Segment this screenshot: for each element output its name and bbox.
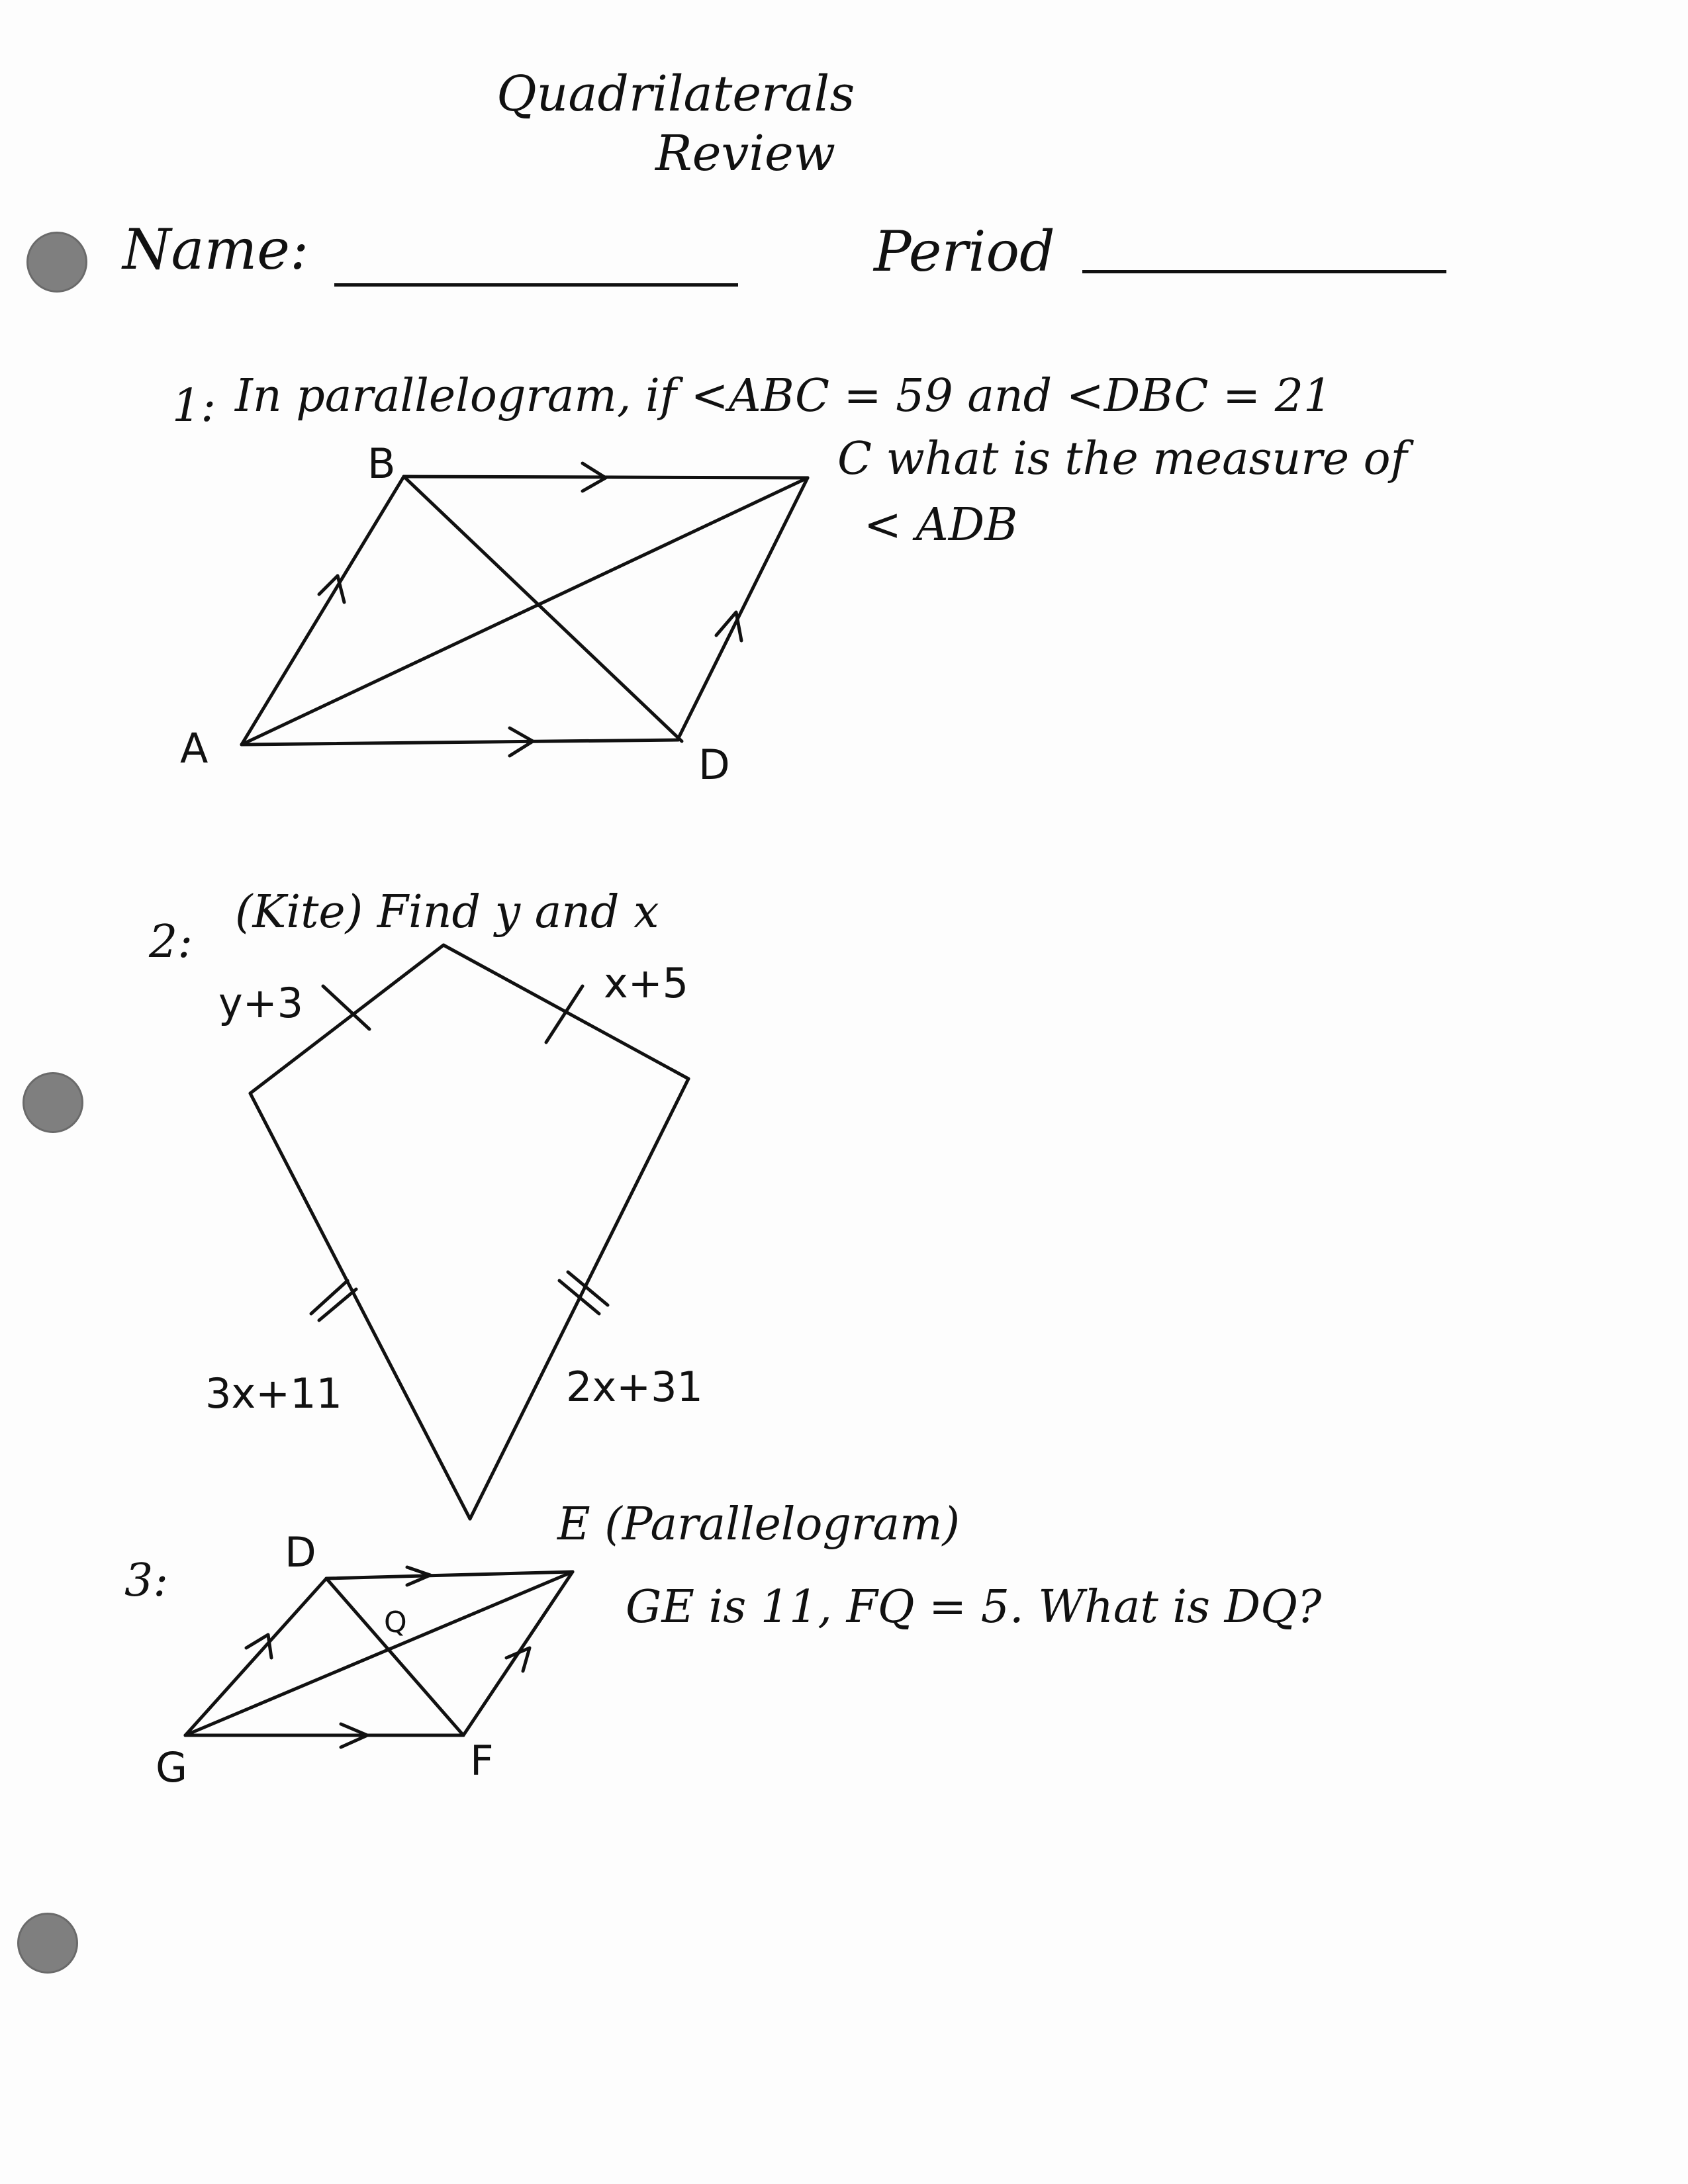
q1-prompt-line2: C what is the measure of	[837, 433, 1407, 485]
q1-parallelogram	[242, 463, 808, 756]
q1-vertex-d: D	[698, 741, 730, 789]
period-label: Period	[874, 219, 1055, 284]
worksheet-title: Quadrilaterals	[496, 66, 855, 122]
q2-side-top-right: x+5	[604, 959, 689, 1007]
q2-side-top-left: y+3	[218, 979, 304, 1027]
name-label: Name:	[122, 217, 309, 282]
q3-shape: E (Parallelogram)	[557, 1498, 961, 1551]
q2-number: 2:	[149, 916, 193, 968]
q1-prompt-line3: < ADB	[864, 499, 1018, 551]
q3-vertex-g: G	[156, 1743, 188, 1792]
q1-vertex-b: B	[367, 439, 396, 488]
q1-number: 1:	[172, 380, 216, 432]
worksheet-subtitle: Review	[655, 125, 836, 182]
q1-vertex-a: A	[180, 724, 209, 772]
q3-prompt: GE is 11, FQ = 5. What is DQ?	[626, 1581, 1322, 1633]
q3-number: 3:	[124, 1555, 169, 1607]
q3-point-q: Q	[384, 1606, 407, 1639]
q2-side-bottom-right: 2x+31	[566, 1363, 703, 1411]
q2-kite	[250, 945, 688, 1519]
q3-parallelogram	[185, 1567, 573, 1747]
q2-prompt: (Kite) Find y and x	[235, 886, 659, 938]
q3-vertex-f: F	[470, 1737, 494, 1785]
q2-side-bottom-left: 3x+11	[205, 1369, 342, 1418]
q3-vertex-d: D	[285, 1528, 316, 1576]
q1-prompt-line1: In parallelogram, if <ABC = 59 and <DBC = 21	[235, 370, 1333, 422]
